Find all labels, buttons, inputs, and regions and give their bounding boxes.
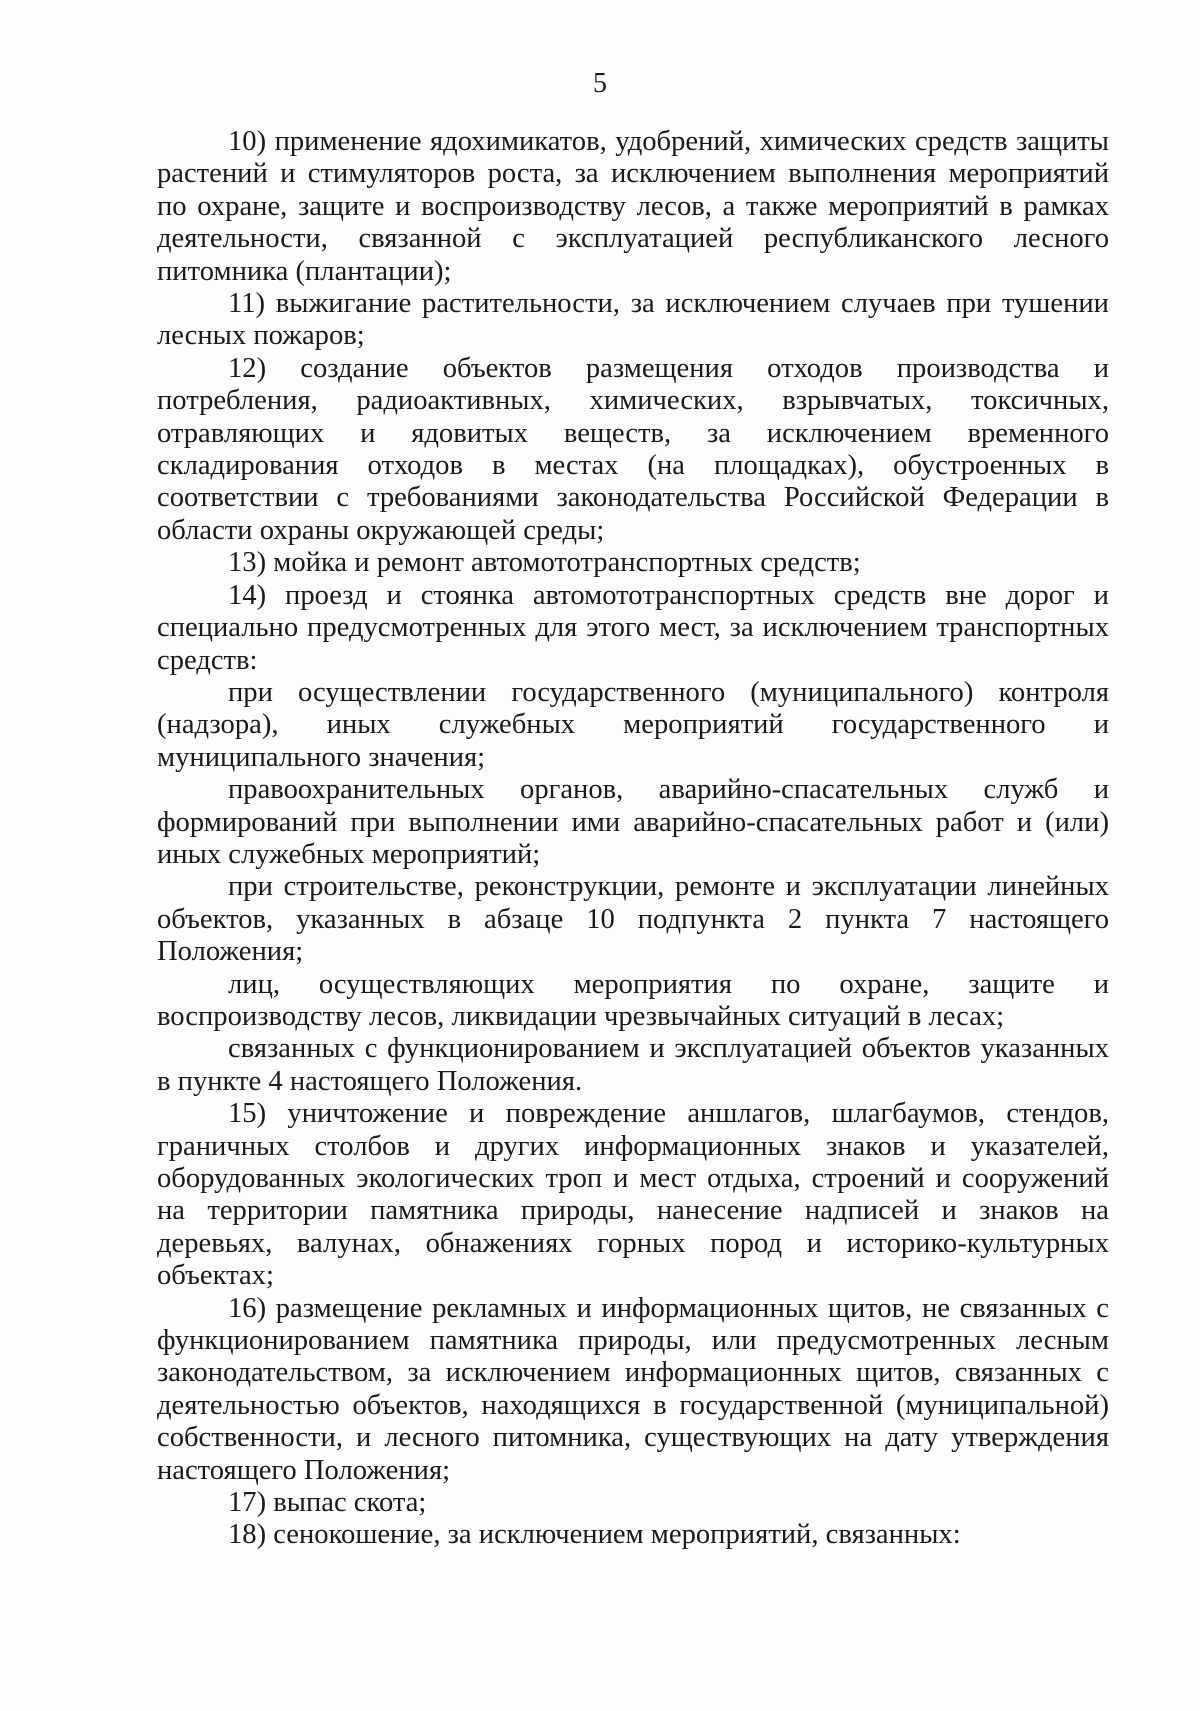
paragraph-item-10: 10) применение ядохимикатов, удобрений, химических средств защиты растений и стимуляторов роста, за исключением выполнения мероприятий по охране, защите и воспроизводству лесов, а также мероприятий в рамках деятельности, связанной с эксплуатацией республиканского лесного питомника (плантации); — [157, 126, 1109, 287]
paragraph-subitem-construction: при строительстве, реконструкции, ремонте и эксплуатации линейных объектов, указанных в абзаце 10 подпункта 2 пункта 7 настоящего Положения; — [157, 871, 1109, 968]
paragraph-item-15: 15) уничтожение и повреждение аншлагов, шлагбаумов, стендов, граничных столбов и других информационных знаков и указателей, оборудованных экологических троп и мест отдыха, строений и сооружений на территории памятника природы, нанесение надписей и знаков на деревьях, валунах, обнажениях горных пород и историко-культурных объектах; — [157, 1098, 1109, 1292]
paragraph-item-17: 17) выпас скота; — [228, 1487, 427, 1519]
paragraph-item-13: 13) мойка и ремонт автомототранспортных средств; — [228, 547, 861, 579]
paragraph-subitem-objects-operation: связанных с функционированием и эксплуатацией объектов указанных в пункте 4 настоящего Положения. — [157, 1033, 1109, 1097]
page-number: 5 — [593, 68, 607, 99]
document-body — [157, 126, 1109, 1552]
paragraph-subitem-forest-protection: лиц, осуществляющих мероприятия по охране, защите и воспроизводству лесов, ликвидации чрезвычайных ситуаций в лесах; — [157, 968, 1109, 1032]
paragraph-item-16: 16) размещение рекламных и информационных щитов, не связанных с функционированием памятника природы, или предусмотренных лесным законодательством, за исключением информационных щитов, связанных с деятельностью объектов, находящихся в государственной (муниципальной) собственности, и лесного питомника, существующих на дату утверждения настоящего Положения; — [157, 1292, 1109, 1486]
paragraph-item-18: 18) сенокошение, за исключением мероприятий, связанных: — [228, 1519, 961, 1551]
paragraph-subitem-control: при осуществлении государственного (муниципального) контроля (надзора), иных служебных мероприятий государственного и муниципального значения; — [157, 676, 1109, 773]
paragraph-item-14: 14) проезд и стоянка автомототранспортных средств вне дорог и специально предусмотренных для этого мест, за исключением транспортных средств: — [157, 579, 1109, 676]
paragraph-item-11: 11) выжигание растительности, за исключением случаев при тушении лесных пожаров; — [157, 288, 1109, 352]
paragraph-subitem-law-enforcement: правоохранительных органов, аварийно-спасательных служб и формирований при выполнении ими аварийно-спасательных работ и (или) иных служебных мероприятий; — [157, 774, 1109, 870]
paragraph-item-12: 12) создание объектов размещения отходов производства и потребления, радиоактивных, химических, взрывчатых, токсичных, отравляющих и ядовитых веществ, за исключением временного складирования отходов в местах (на площадках), обустроенных в соответствии с требованиями законодательства Российской Федерации в области охраны окружающей среды; — [157, 352, 1109, 546]
